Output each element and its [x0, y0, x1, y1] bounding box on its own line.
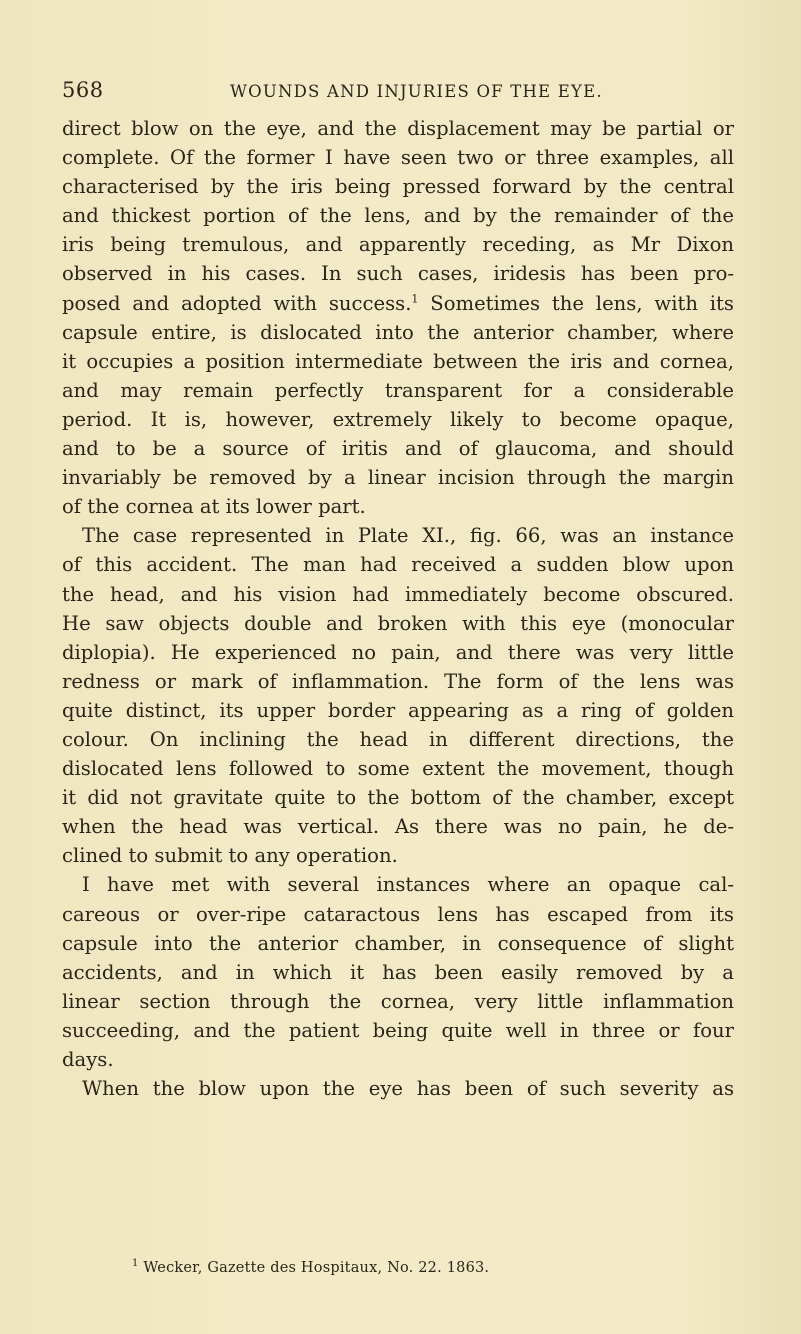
text-line: clined to submit to any operation.	[62, 844, 398, 868]
text-line: invariably be removed by a linear incision through the margin	[62, 466, 734, 490]
text-fragment: Sometimes the lens, with its	[418, 291, 734, 315]
text-line: diplopia). He experienced no pain, and there was very little	[62, 640, 734, 664]
text-line: observed in his cases. In such cases, iridesis has been pro-	[62, 262, 734, 286]
text-line: it did not gravitate quite to the bottom of the chamber, except	[62, 786, 734, 810]
text-line: He saw objects double and broken with this eye (monocular	[62, 611, 734, 635]
text-line	[62, 289, 734, 318]
text-line: quite distinct, its upper border appearing as a ring of golden	[62, 698, 734, 722]
text-line: I have met with several instances where an opaque cal-	[82, 873, 734, 897]
text-line: The case represented in Plate XI., fig. 66, was an instance	[82, 524, 734, 548]
text-line: when the head was vertical. As there was no pain, he de-	[62, 815, 734, 839]
text-line: linear section through the cornea, very little inflammation	[62, 989, 734, 1013]
footnote-reference: 1	[411, 292, 419, 306]
text-line: capsule into the anterior chamber, in consequence of slight	[62, 931, 734, 955]
text-line: complete. Of the former I have seen two or three examples, all	[62, 146, 734, 170]
text-line: and thickest portion of the lens, and by the remainder of the	[62, 204, 734, 228]
text-line: of the cornea at its lower part.	[62, 495, 366, 519]
text-line: direct blow on the eye, and the displacement may be partial or	[62, 117, 734, 140]
text-line: period. It is, however, extremely likely to become opaque,	[62, 407, 734, 431]
text-line: careous or over-ripe cataractous lens has escaped from its	[62, 902, 734, 926]
text-line: the head, and his vision had immediately become obscured.	[62, 582, 734, 606]
page-header	[62, 78, 732, 104]
text-line: accidents, and in which it has been easily removed by a	[62, 960, 734, 984]
text-line: of this accident. The man had received a sudden blow upon	[62, 553, 734, 577]
text-line: characterised by the iris being pressed forward by the central	[62, 175, 734, 199]
footnote-marker: 1	[132, 1258, 139, 1270]
text-fragment: posed and adopted with success.	[62, 291, 412, 315]
text-line: and may remain perfectly transparent for a considerable	[62, 378, 734, 402]
text-line: colour. On inclining the head in different directions, the	[62, 727, 734, 751]
text-line: succeeding, and the patient being quite well in three or four	[62, 1018, 734, 1042]
text-line: capsule entire, is dislocated into the anterior chamber, where	[62, 320, 734, 344]
text-line: it occupies a position intermediate between the iris and cornea,	[62, 349, 734, 373]
text-line: When the blow upon the eye has been of such severity as	[82, 1077, 734, 1101]
body-text	[62, 114, 734, 1103]
running-title: WOUNDS AND INJURIES OF THE EYE.	[230, 82, 603, 101]
text-line: redness or mark of inflammation. The form of the lens was	[62, 669, 734, 693]
text-line: days.	[62, 1048, 114, 1071]
footnote-text: Wecker, Gazette des Hospitaux, No. 22. 1863.	[143, 1260, 490, 1276]
footnote	[62, 1260, 734, 1276]
text-line: dislocated lens followed to some extent the movement, though	[62, 757, 734, 781]
text-line: and to be a source of iritis and of glaucoma, and should	[62, 437, 734, 461]
text-line: iris being tremulous, and apparently receding, as Mr Dixon	[62, 233, 734, 257]
page-number: 568	[62, 78, 104, 102]
